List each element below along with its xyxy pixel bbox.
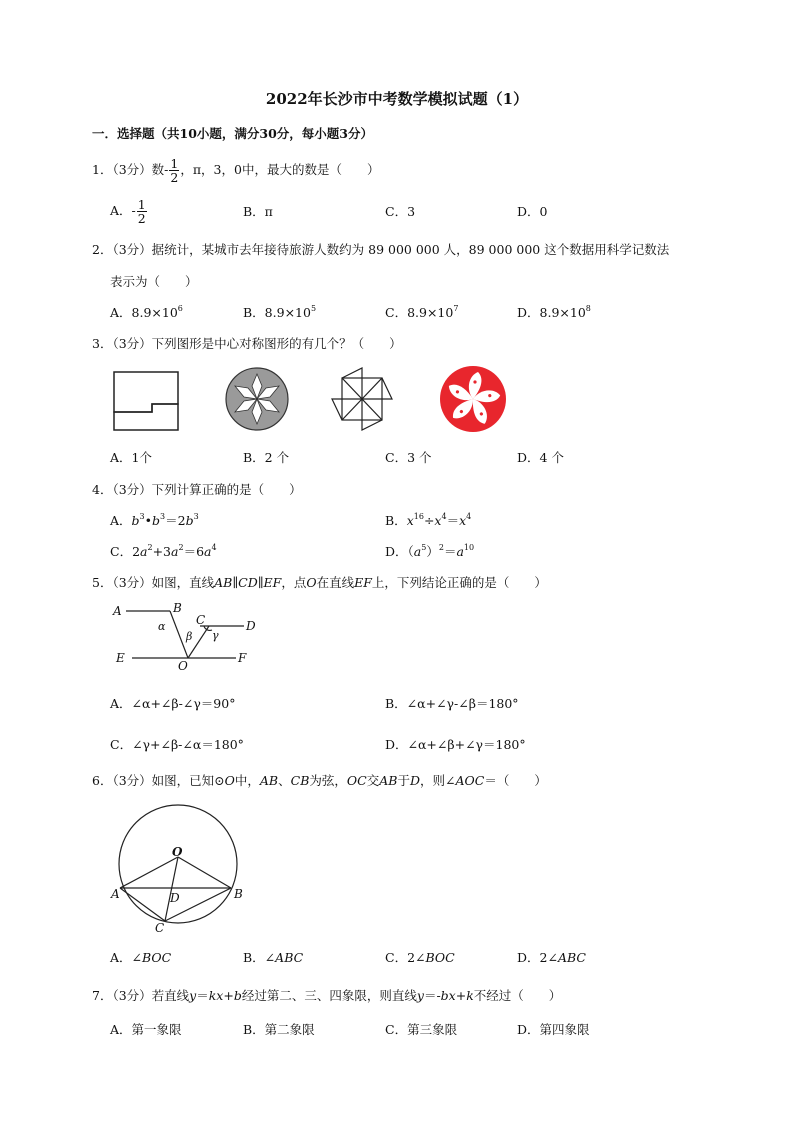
q5-label-o: O [178,659,188,673]
question-1 [92,157,379,184]
q4-c-plus: +3 [152,544,172,559]
q4-b-eq: ＝ [446,513,460,528]
q6-label-a: A [111,887,120,901]
q4-c-e2: 2 [178,543,184,552]
q6-segment-oc [165,857,178,921]
q3-figure-pinwheel [330,366,394,432]
q2-c-exp: 7 [453,304,459,313]
q6-b-v: ABC [275,950,304,965]
q2-b-exp: 5 [310,304,317,313]
q4-d-e1: 5 [421,543,427,552]
q7-eq1-eq: ＝ [196,988,209,1003]
q4-d-m1: a [413,544,422,559]
q5-label-b: B [173,601,182,615]
q4-option-a[interactable] [110,511,199,529]
q6-label-o: O [172,845,183,859]
q4-c-m2: a [171,544,179,559]
q1-option-d[interactable]: D．0 [517,204,548,219]
q7-eq1-kx: kx [208,988,224,1003]
q6-label-c: C [155,921,165,935]
q4-a-m1: b [131,513,140,528]
q7-eq1-y: y [189,988,197,1003]
q6-c-v: BOC [425,950,455,965]
q5-option-c[interactable]: C．∠γ+∠β-∠α＝180° [110,737,244,752]
q1-option-b[interactable]: B．π [243,204,273,219]
q6-option-a[interactable] [110,948,171,966]
q6-pre: 6．（3分）如图，已知⊙ [92,773,225,788]
q4-b-m3: x [459,513,467,528]
q3-figure-flower-flag [438,364,508,434]
q7-mid: 经过第二、三、四象限，则直线 [241,988,417,1003]
q5-label-alpha: α [158,620,166,633]
q7-eq2-eq: ＝- [423,988,441,1003]
q3-fig1-top [114,372,178,412]
q7-option-b[interactable]: B．第二象限 [243,1022,315,1037]
q4-option-d[interactable] [385,542,474,560]
q5-mid2: 在直线 [316,575,355,590]
q1-prefix: 1．（3分）数- [92,162,169,178]
q4-b-div: ÷ [423,513,435,528]
q4-c-m1: a [140,544,148,559]
q2-c-base: C．8.9×10 [385,305,454,320]
q4-d-m2: a [456,544,464,559]
q7-post: 不经过（ ） [473,988,562,1003]
question-5 [92,573,547,591]
q5-post: 上，下列结论正确的是（ ） [371,575,547,590]
q7-eq2-plus: + [455,988,467,1003]
q1-a-label: A．- [110,203,136,219]
q6-d-v: ABC [557,950,586,965]
q6-cb: CB [290,773,310,788]
q6-option-b[interactable] [243,948,303,966]
q4-a-e1: 3 [139,512,145,521]
q2-d-exp: 8 [585,304,591,313]
question-2-line2: 表示为（ ） [110,274,198,289]
q4-a-eq: ＝2 [165,513,186,528]
q6-d-pre: D．2∠ [517,950,558,965]
q4-c-m3: a [204,544,212,559]
q3-figure-notched-rectangle [112,370,182,432]
q6-d: D [409,773,420,788]
q6-label-d: D [170,891,180,905]
q6-segment-oa [120,857,178,888]
q4-d-e3: 10 [463,543,475,552]
q6-option-d[interactable] [517,948,586,966]
q7-eq1-b: b [233,988,242,1003]
q4-a-e3: 3 [193,512,199,521]
q6-end: ＝（ ） [484,773,547,788]
q2-option-c[interactable] [385,303,458,321]
question-2-line1: 2．（3分）据统计，某城市去年接待旅游人数约为 89 000 000 人，89 000 000 这个数据用科学记数法 [92,242,670,257]
q3-option-c[interactable]: C．3 个 [385,450,432,465]
q2-option-a[interactable] [110,303,183,321]
page-title: 2022年长沙市中考数学模拟试题（1） [265,90,529,108]
q6-aoc: AOC [455,773,485,788]
q6-post: ，则∠ [420,773,456,788]
q2-d-base: D．8.9×10 [517,305,586,320]
q1-option-c[interactable]: C．3 [385,204,416,219]
q3-figure-star-circle [224,366,290,432]
q1-a-num: 1 [137,197,146,212]
q4-a-e2: 3 [160,512,166,521]
q6-o: O [224,773,235,788]
q1-frac-num: 1 [170,156,179,171]
q4-c-e3: 4 [211,543,217,552]
q6-figure-circle [108,800,253,938]
q5-option-d[interactable]: D．∠α+∠β+∠γ＝180° [385,737,526,752]
q6-option-c[interactable] [385,948,455,966]
q7-option-d[interactable]: D．第四象限 [517,1022,590,1037]
q5-ef: EF [354,575,372,590]
q4-c-e1: 2 [147,543,153,552]
q4-b-e2: 4 [441,512,447,521]
q5-label-d: D [246,619,256,633]
q4-b-label: B． [385,513,407,528]
q4-d-eq: ＝ [443,544,457,559]
q7-option-c[interactable]: C．第三象限 [385,1022,458,1037]
q6-label-b: B [234,887,243,901]
q6-mid: 中， [234,773,260,788]
question-3: 3．（3分）下列图形是中心对称图形的有几个？（ ） [92,336,402,351]
section-heading: 一．选择题（共10小题，满分30分，每小题3分） [92,126,373,141]
q1-frac-den: 2 [170,170,179,186]
q3-fig4-petal-dot [473,380,476,383]
q3-fig1-bottom [114,404,178,430]
q4-option-c[interactable] [110,542,217,560]
q5-option-b[interactable]: B．∠α+∠γ-∠β＝180° [385,696,519,711]
q4-b-e3: 4 [466,512,472,521]
q1-suffix: ，π，3，0中，最大的数是（ ） [180,162,380,178]
q2-a-base: A．8.9×10 [110,305,178,320]
q1-option-a[interactable] [110,198,148,225]
q6-oc: OC [346,773,367,788]
q5-option-a[interactable]: A．∠α+∠β-∠γ＝90° [110,696,236,711]
q6-a-pre: A．∠ [110,950,143,965]
q6-mid2: 为弦， [309,773,347,788]
q6-sep: 、 [278,773,291,788]
q2-a-exp: 6 [177,304,183,313]
q4-option-b[interactable] [385,511,471,529]
q5-mid: ，点 [281,575,307,590]
q5-figure-parallel-lines [110,600,270,675]
q6-circle [119,805,237,923]
q5-label-e: E [116,651,125,665]
q7-option-a[interactable]: A．第一象限 [110,1022,182,1037]
q4-c-label: C．2 [110,544,141,559]
q5-label-a: A [113,604,122,618]
q4-a-mid: • [144,513,153,528]
q6-b-pre: B．∠ [243,950,276,965]
q1-a-den: 2 [137,211,146,227]
q6-c-pre: C．2∠ [385,950,426,965]
question-4: 4．（3分）下列计算正确的是（ ） [92,482,302,497]
q7-eq1-plus: + [223,988,234,1003]
q6-mid3: 交 [366,773,380,788]
q6-ab2: AB [379,773,398,788]
q5-lines: AB∥CD∥EF [214,575,282,590]
q5-label-f: F [238,651,247,665]
q6-ab: AB [259,773,279,788]
q2-option-d[interactable] [517,303,591,321]
q4-b-e1: 16 [413,512,424,521]
question-6 [92,771,547,789]
q4-d-label: D．（ [385,544,414,559]
q4-b-m2: x [434,513,442,528]
q4-a-m3: b [185,513,194,528]
q5-point: O [306,575,317,590]
q3-option-a[interactable]: A．1个 [110,450,152,465]
q6-a-v: BOC [142,950,172,965]
q7-pre: 7．（3分）若直线 [92,988,190,1003]
q4-d-close: ） [426,544,439,559]
q4-b-m1: x [406,513,414,528]
q6-segment-ob [178,857,231,888]
q3-option-b[interactable]: B．2 个 [243,450,290,465]
q4-a-m2: b [152,513,161,528]
q1-fraction [169,157,179,184]
q4-a-label: A． [110,513,132,528]
q5-label-gamma: γ [212,629,219,642]
q6-segment-ac [120,888,165,921]
question-7 [92,986,561,1004]
q2-b-base: B．8.9×10 [243,305,311,320]
q5-pre: 5．（3分）如图，直线 [92,575,215,590]
q5-label-c: C [196,613,206,627]
q5-label-beta: β [186,630,193,643]
q7-eq2-k: k [466,988,474,1003]
q4-c-eq: ＝6 [183,544,205,559]
q7-eq2-y: y [416,988,424,1003]
q4-d-e2: 2 [438,543,444,552]
q3-option-d[interactable]: D．4 个 [517,450,564,465]
q7-eq2-bx: bx [440,988,456,1003]
q2-option-b[interactable] [243,303,316,321]
q6-mid4: 于 [397,773,410,788]
